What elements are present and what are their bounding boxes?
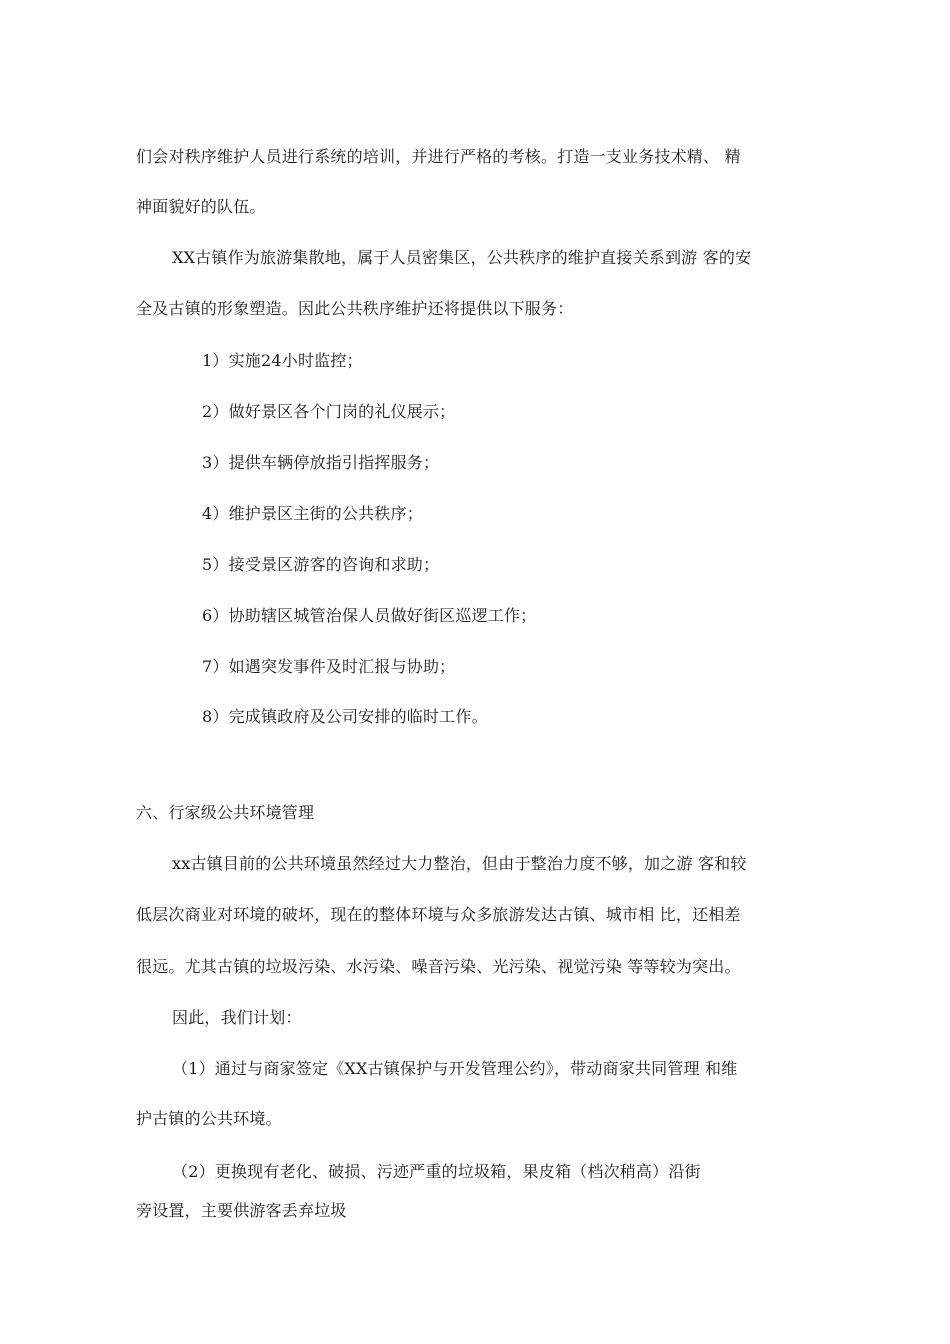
service-item-6: 6）协助辖区城管治保人员做好街区巡逻工作； (202, 606, 537, 625)
order-paragraph-line-2: 全及古镇的形象塑造。因此公共秩序维护还将提供以下服务： (136, 299, 574, 318)
service-item-1: 1）实施24小时监控； (202, 351, 363, 370)
service-item-4: 4）维护景区主街的公共秩序； (202, 504, 423, 523)
env-paragraph-line-1: xx古镇目前的公共环境虽然经过大力整治，但由于整治力度不够，加之游 客和较 (172, 854, 747, 873)
intro-line-2: 神面貌好的队伍。 (136, 197, 266, 216)
plan-1-line-1: （1）通过与商家签定《XX古镇保护与开发管理公约》，带动商家共同管理 和维 (172, 1059, 738, 1078)
service-item-7: 7）如遇突发事件及时汇报与协助； (202, 657, 456, 676)
section-heading: 六、行家级公共环境管理 (136, 803, 315, 822)
plan-2-line-2: 旁设置，主要供游客丢弃垃圾 (136, 1201, 347, 1220)
plan-1-line-2: 护古镇的公共环境。 (136, 1109, 282, 1128)
service-item-2: 2）做好景区各个门岗的礼仪展示； (202, 402, 456, 421)
order-paragraph-line-1: XX古镇作为旅游集散地，属于人员密集区，公共秩序的维护直接关系到游 客的安 (172, 248, 752, 267)
service-item-3: 3）提供车辆停放指引指挥服务； (202, 453, 440, 472)
service-item-5: 5）接受景区游客的咨询和求助； (202, 555, 440, 574)
env-paragraph-line-3: 很远。尤其古镇的垃圾污染、水污染、噪音污染、光污染、视觉污染 等等较为突出。 (136, 957, 741, 976)
plan-intro: 因此，我们计划： (172, 1008, 302, 1027)
env-paragraph-line-2: 低层次商业对环境的破坏，现在的整体环境与众多旅游发达古镇、城市相 比，还相差 (136, 905, 741, 924)
service-item-8: 8）完成镇政府及公司安排的临时工作。 (202, 707, 488, 726)
intro-line-1: 们会对秩序维护人员进行系统的培训，并进行严格的考核。打造一支业务技术精、 精 (136, 147, 741, 166)
plan-2-line-1: （2）更换现有老化、破损、污迹严重的垃圾箱，果皮箱（档次稍高）沿街 (172, 1162, 701, 1181)
